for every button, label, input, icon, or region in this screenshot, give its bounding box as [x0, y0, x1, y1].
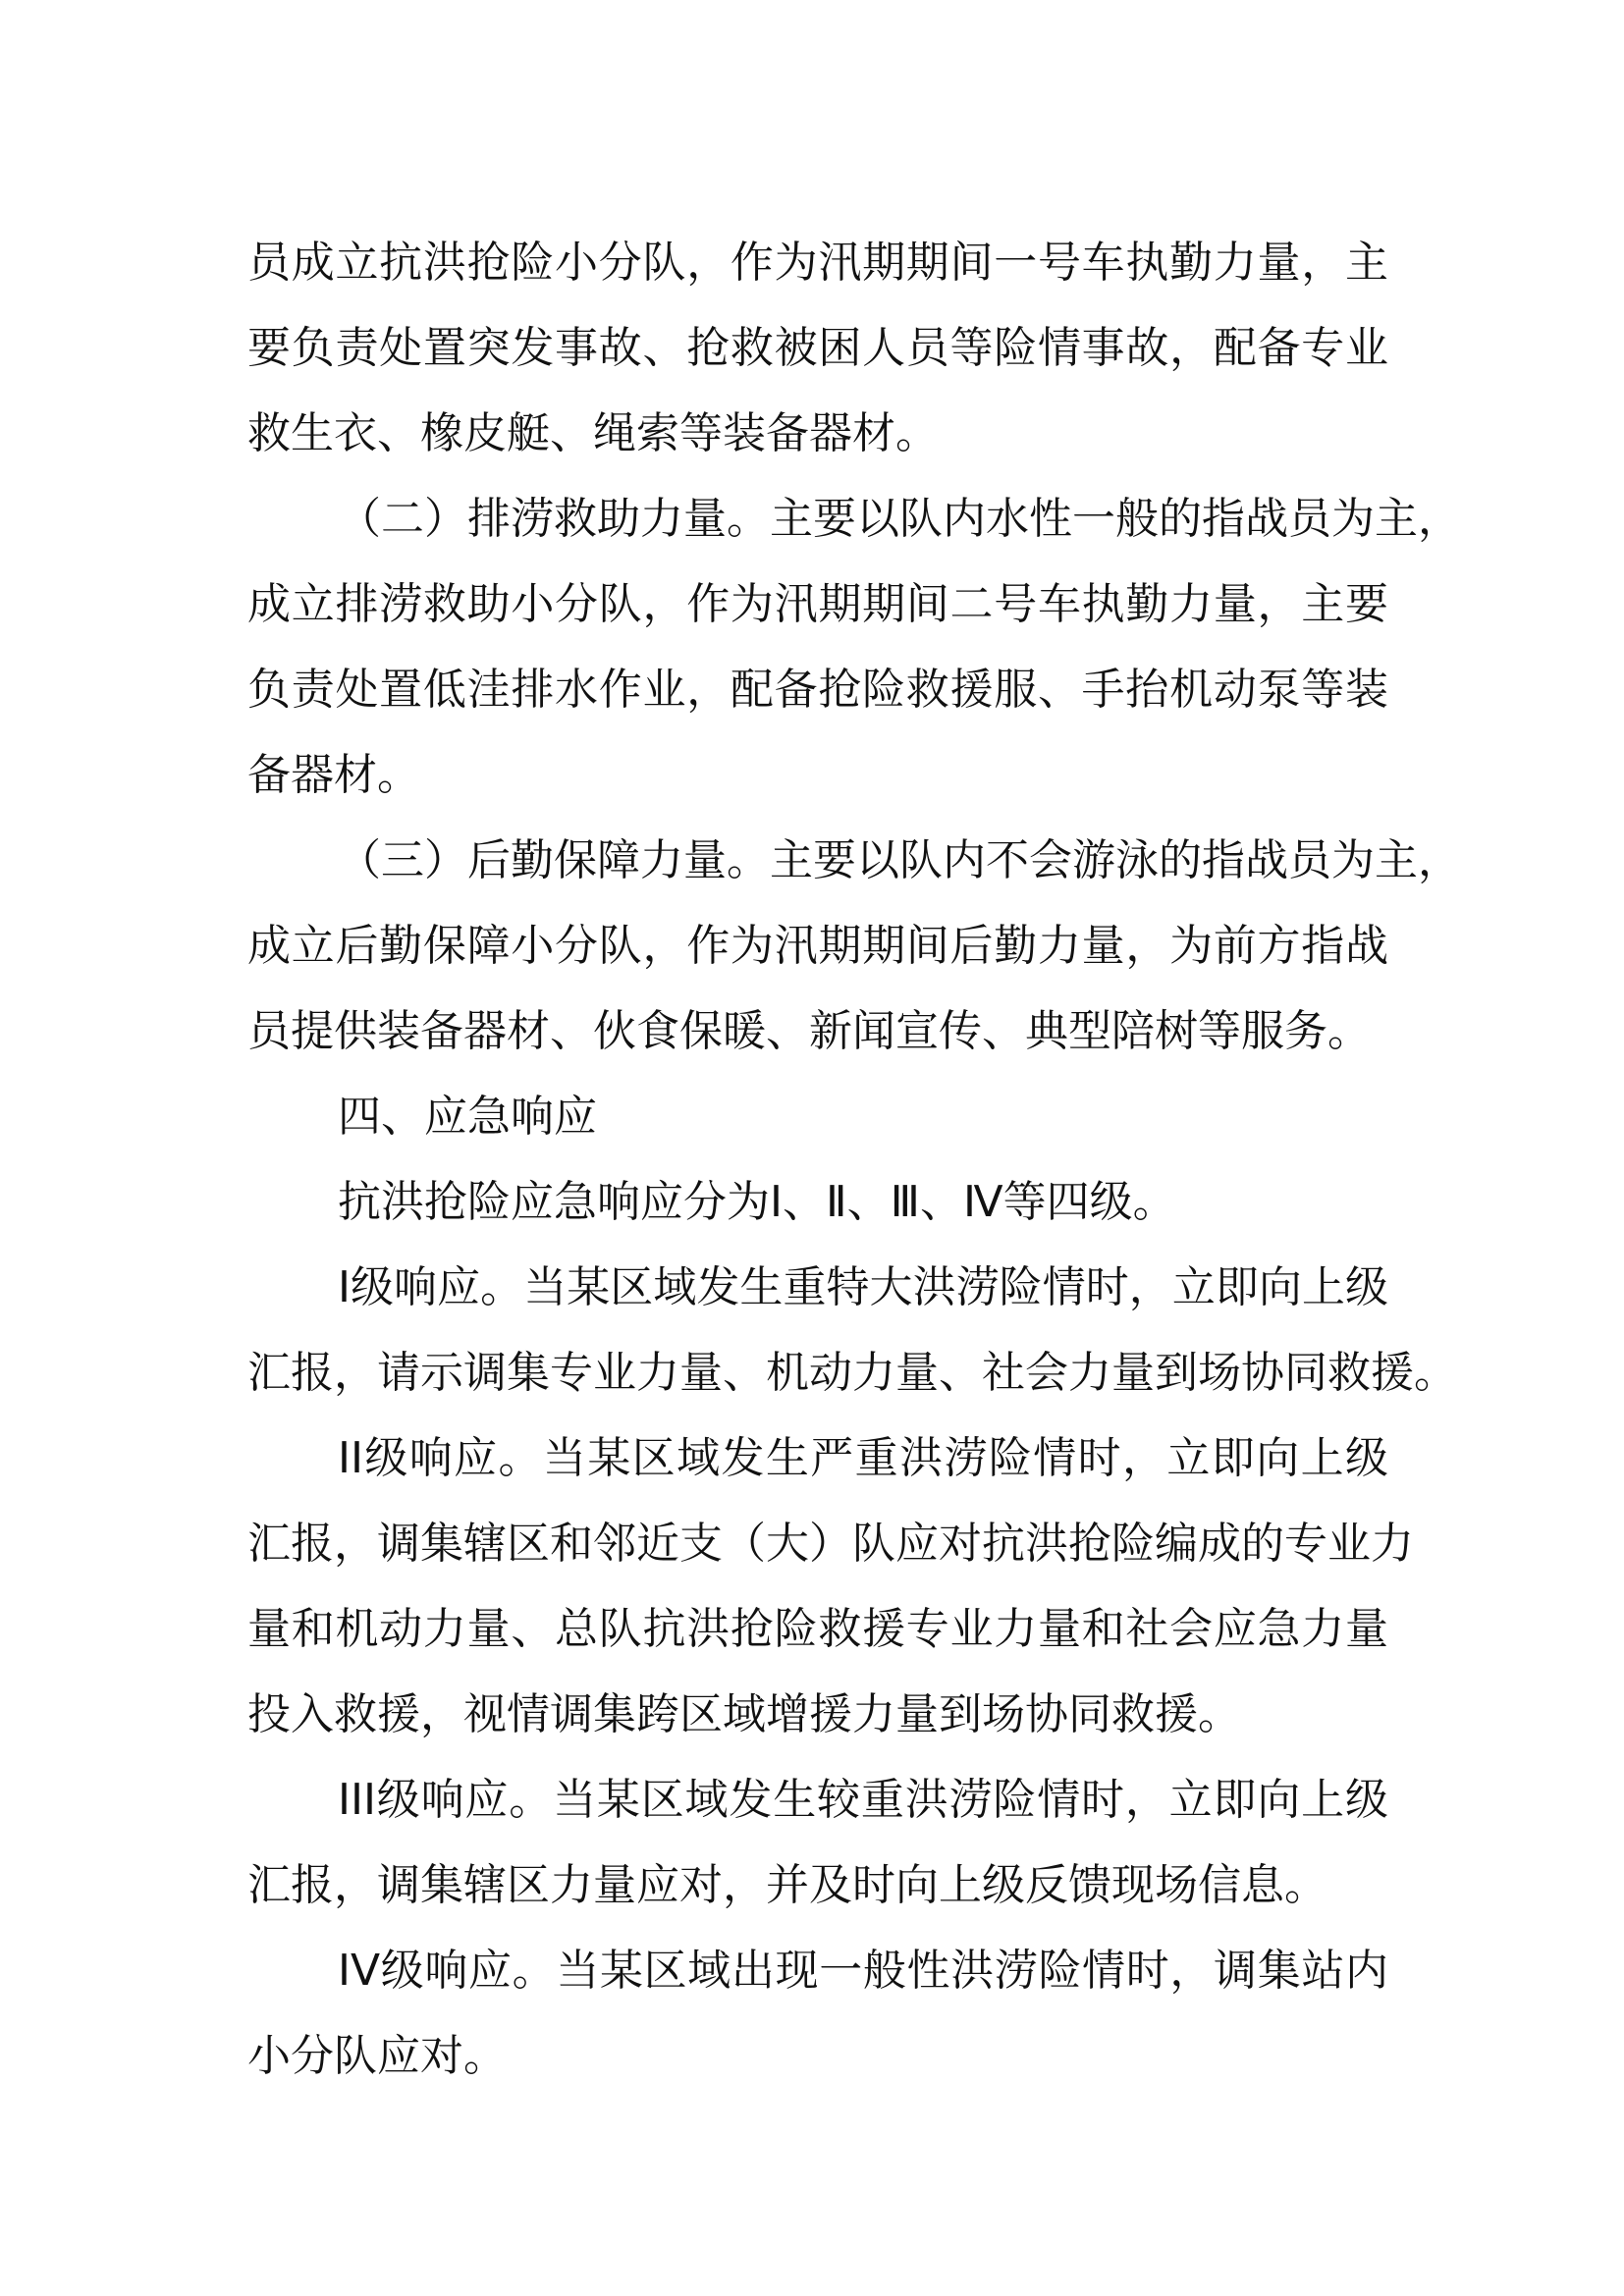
text-line: 备器材。: [247, 750, 420, 800]
text-line: IV级响应。当某区域出现一般性洪涝险情时，调集站内: [338, 1946, 1388, 1996]
text-line: （二）排涝救助力量。主要以队内水性一般的指战员为主，: [338, 494, 1461, 544]
text-line: 汇报，请示调集专业力量、机动力量、社会力量到场协同救援。: [247, 1348, 1457, 1398]
text-line: 汇报，调集辖区力量应对，并及时向上级反馈现场信息。: [247, 1860, 1327, 1910]
text-line: 成立后勤保障小分队，作为汛期期间后勤力量，为前方指战: [247, 921, 1388, 971]
text-line: 小分队应对。: [247, 2031, 507, 2081]
text-line: 要负责处置突发事故、抢救被困人员等险情事故，配备专业: [247, 323, 1388, 373]
text-line: 救生衣、橡皮艇、绳索等装备器材。: [247, 408, 939, 458]
text-line: I级响应。当某区域发生重特大洪涝险情时，立即向上级: [338, 1262, 1388, 1312]
text-line: 员提供装备器材、伙食保暖、新闻宣传、典型陪树等服务。: [247, 1006, 1371, 1056]
text-line: III级响应。当某区域发生较重洪涝险情时，立即向上级: [338, 1775, 1388, 1825]
text-line: 汇报，调集辖区和邻近支（大）队应对抗洪抢险编成的专业力: [247, 1519, 1414, 1569]
text-line: （三）后勤保障力量。主要以队内不会游泳的指战员为主，: [338, 835, 1461, 885]
text-line: 四、应急响应: [338, 1092, 597, 1142]
text-line: 员成立抗洪抢险小分队，作为汛期期间一号车执勤力量，主: [247, 238, 1388, 288]
text-line: II级响应。当某区域发生严重洪涝险情时，立即向上级: [338, 1433, 1388, 1483]
document-body: [247, 220, 1461, 2099]
text-line: 抗洪抢险应急响应分为Ⅰ、Ⅱ、Ⅲ、Ⅳ等四级。: [338, 1177, 1176, 1227]
text-line: 负责处置低洼排水作业，配备抢险救援服、手抬机动泵等装: [247, 665, 1388, 715]
text-line: 投入救援，视情调集跨区域增援力量到场协同救援。: [247, 1689, 1241, 1739]
text-line: 成立排涝救助小分队，作为汛期期间二号车执勤力量，主要: [247, 579, 1388, 629]
text-line: 量和机动力量、总队抗洪抢险救援专业力量和社会应急力量: [247, 1604, 1388, 1654]
